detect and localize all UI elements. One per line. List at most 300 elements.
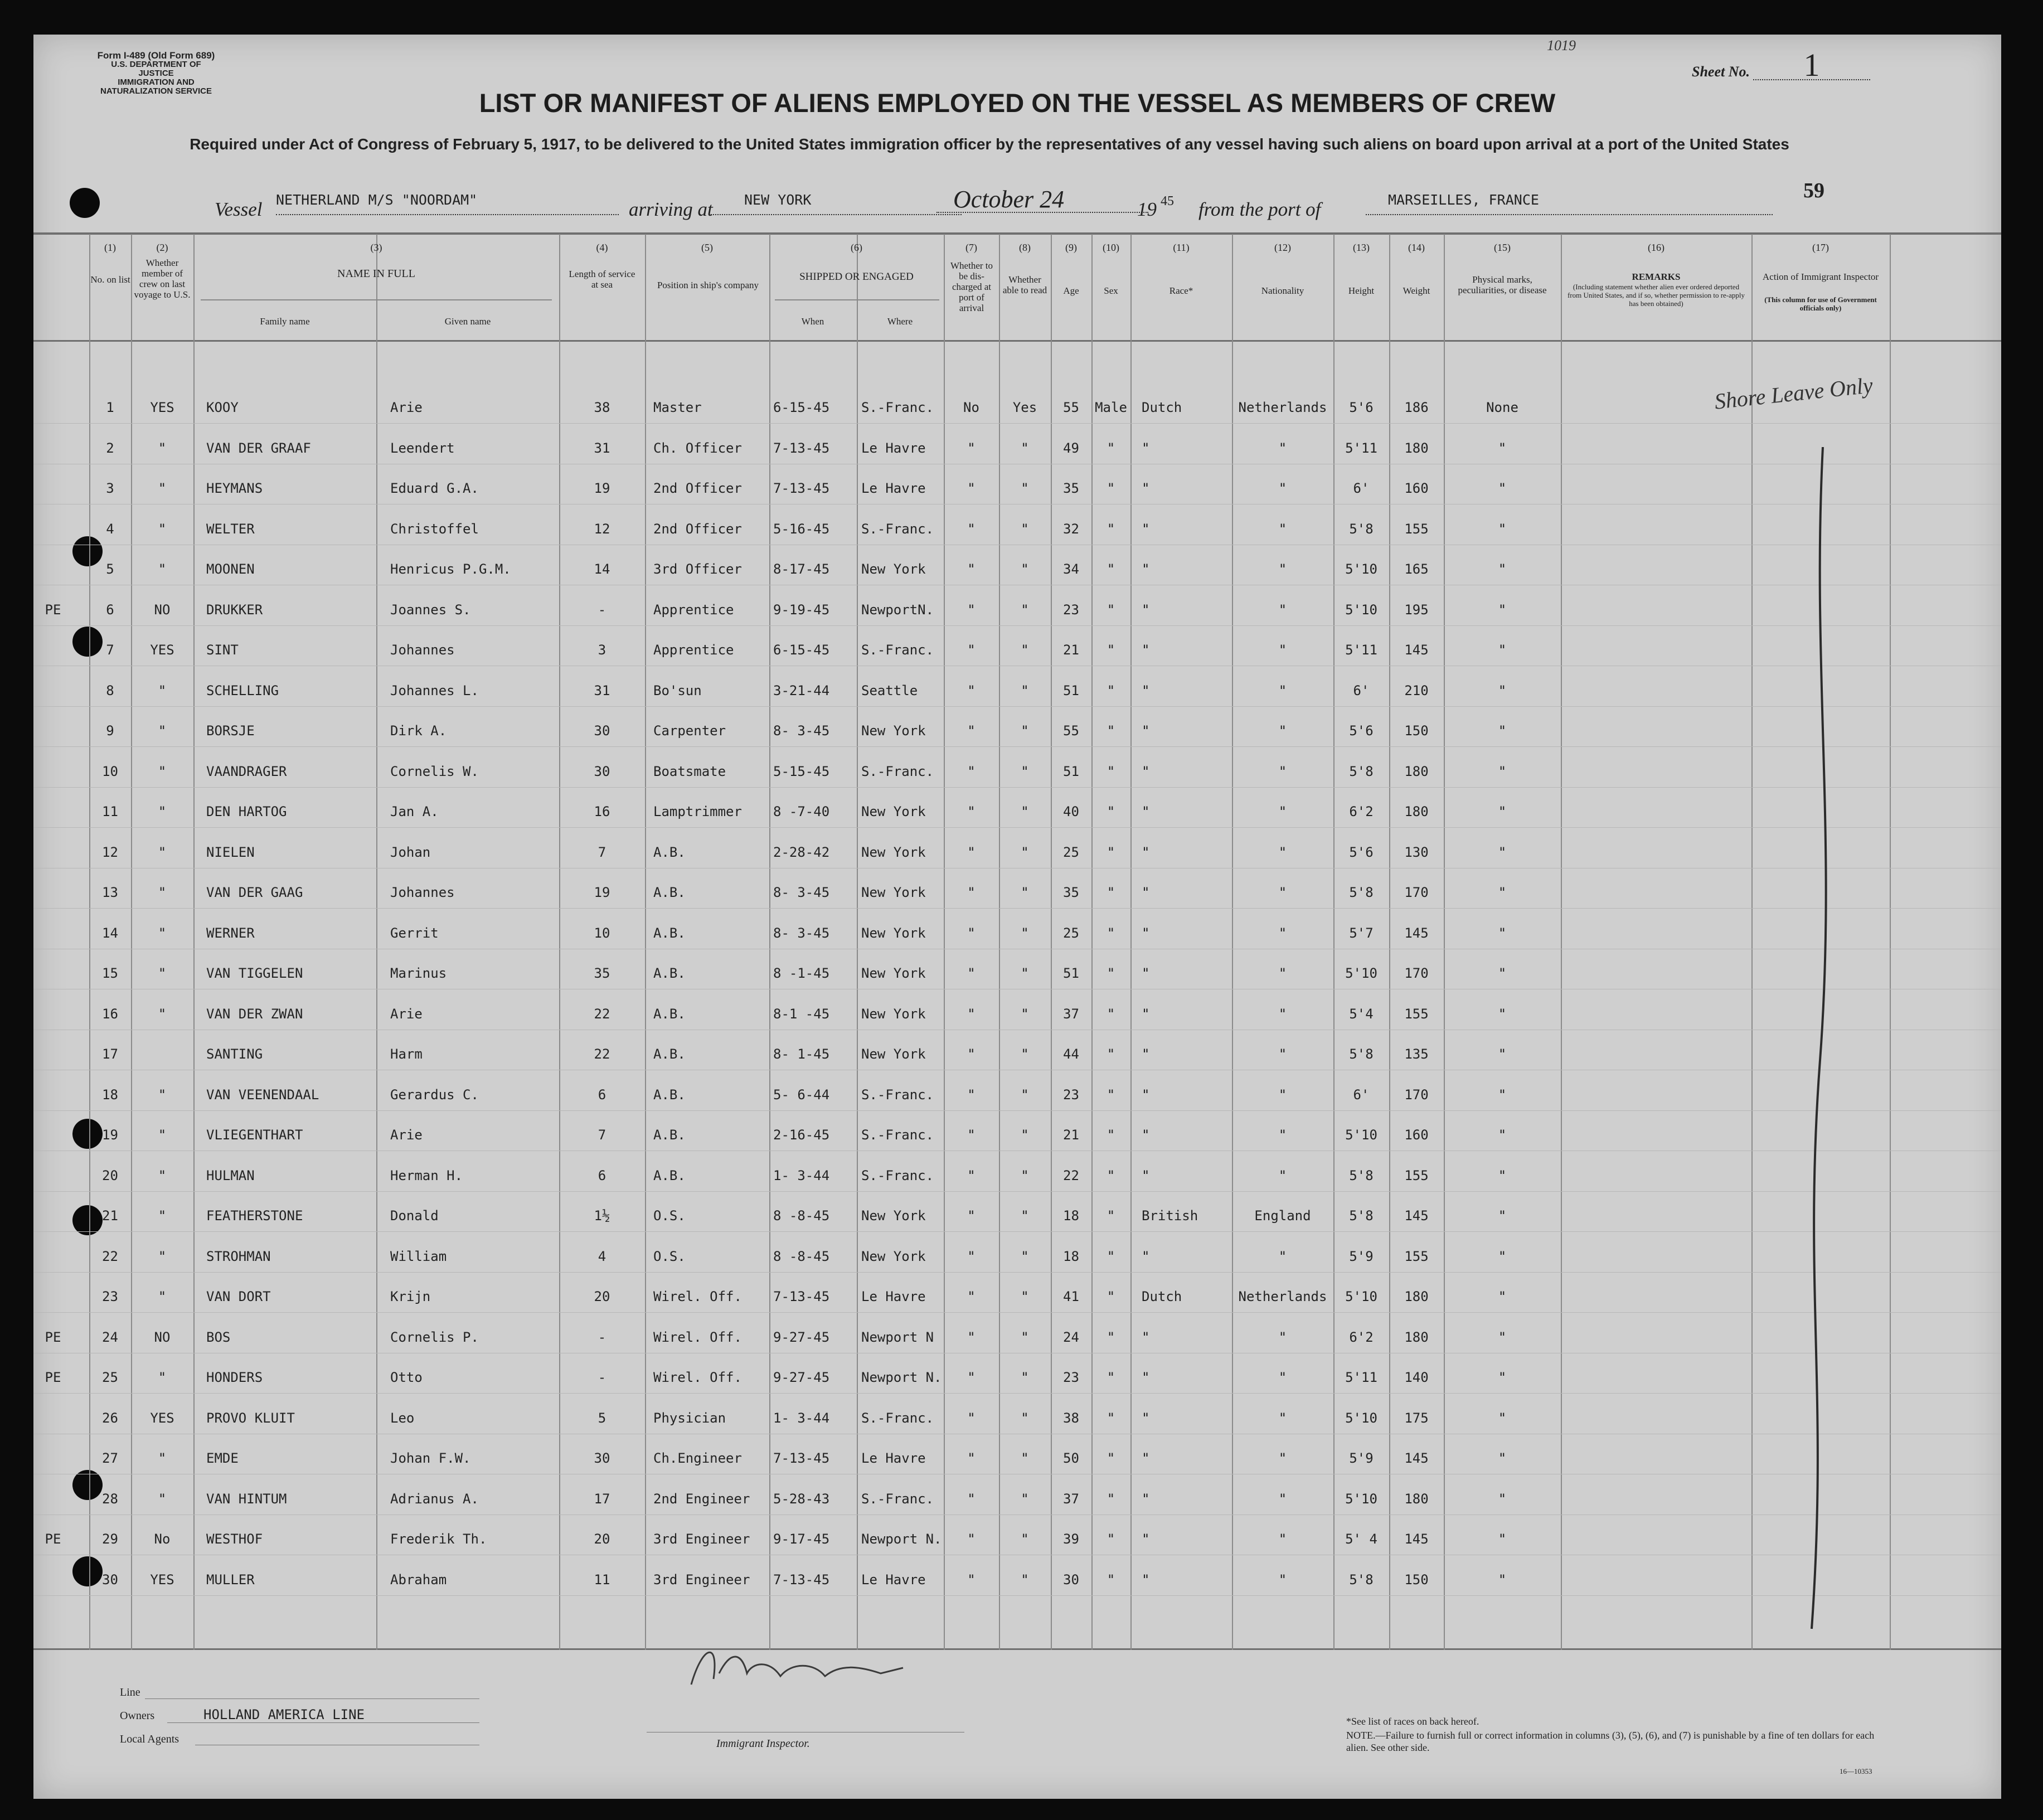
crew-cell-marks: "	[1498, 1006, 1507, 1022]
crew-cell-read: "	[1021, 561, 1029, 577]
crew-cell-race: "	[1142, 481, 1150, 496]
crew-cell-prev: "	[158, 1370, 167, 1385]
crew-cell-age: 25	[1063, 925, 1079, 941]
crew-cell-sex: "	[1107, 1410, 1115, 1426]
crew-cell-service: 5	[598, 1410, 606, 1426]
crew-cell-read: "	[1021, 1167, 1029, 1183]
name-subheader-rule	[201, 299, 552, 300]
crew-cell-no: 23	[102, 1289, 118, 1304]
table-row-rule	[33, 746, 2001, 747]
crew-cell-read: "	[1021, 965, 1029, 981]
crew-cell-race: "	[1142, 521, 1150, 537]
crew-cell-marks: "	[1498, 925, 1507, 941]
top-handwritten-number: 1019	[1547, 37, 1576, 54]
table-row-rule	[33, 1231, 2001, 1232]
crew-cell-age: 39	[1063, 1531, 1079, 1547]
table-row-rule	[33, 1393, 2001, 1394]
crew-cell-pe: PE	[45, 601, 61, 618]
crew-cell-race: "	[1142, 682, 1150, 698]
crew-cell-where: S.-Franc.	[861, 1410, 934, 1426]
crew-cell-position: Wirel. Off.	[653, 1289, 742, 1304]
crew-cell-weight: 180	[1404, 763, 1429, 779]
crew-cell-discharged: "	[967, 723, 976, 739]
crew-cell-no: 29	[102, 1531, 118, 1547]
crew-cell-read: "	[1021, 1329, 1029, 1345]
crew-cell-discharged: "	[967, 561, 976, 577]
crew-cell-age: 30	[1063, 1571, 1079, 1588]
column-number: (10)	[1103, 242, 1119, 253]
crew-cell-where: S.-Franc.	[861, 521, 934, 537]
crew-cell-given: Johannes	[390, 885, 455, 900]
crew-cell-position: O.S.	[653, 1208, 686, 1224]
crew-cell-discharged: "	[967, 1167, 976, 1183]
crew-cell-height: 5'8	[1349, 1167, 1374, 1183]
crew-cell-age: 41	[1063, 1289, 1079, 1304]
crew-cell-race: "	[1142, 885, 1150, 900]
year-suffix: 45	[1161, 194, 1174, 208]
crew-cell-where: New York	[861, 561, 926, 577]
crew-cell-discharged: "	[967, 1248, 976, 1264]
crew-cell-race: "	[1142, 925, 1150, 941]
crew-cell-height: 5'10	[1345, 965, 1377, 981]
crew-cell-height: 5'4	[1349, 1006, 1374, 1022]
crew-cell-discharged: "	[967, 1208, 976, 1224]
crew-cell-sex: "	[1107, 885, 1115, 900]
crew-cell-weight: 145	[1404, 642, 1429, 658]
crew-cell-when: 9-27-45	[773, 1329, 830, 1345]
crew-cell-position: 3rd Engineer	[653, 1531, 750, 1547]
crew-cell-weight: 155	[1404, 1006, 1429, 1022]
crew-cell-prev: "	[158, 440, 167, 456]
crew-cell-read: "	[1021, 925, 1029, 941]
crew-cell-service: 17	[594, 1491, 610, 1507]
crew-cell-given: Arie	[390, 1127, 423, 1143]
crew-cell-position: A.B.	[653, 1167, 686, 1183]
header-race: Race*	[1169, 285, 1193, 296]
crew-cell-when: 5- 6-44	[773, 1086, 830, 1103]
crew-cell-family: EMDE	[206, 1450, 239, 1466]
table-row-rule	[33, 1312, 2001, 1313]
column-number: (15)	[1494, 242, 1511, 253]
table-row-rule	[33, 1191, 2001, 1192]
crew-cell-race: Dutch	[1142, 1289, 1182, 1304]
crew-cell-height: 5'8	[1349, 521, 1374, 537]
crew-cell-service: 30	[594, 1450, 610, 1466]
crew-cell-race: "	[1142, 763, 1150, 779]
crew-cell-weight: 155	[1404, 1167, 1429, 1183]
crew-cell-prev: "	[158, 682, 167, 698]
crew-cell-when: 8 -1-45	[773, 965, 830, 981]
crew-cell-no: 11	[102, 804, 118, 819]
crew-cell-service: 6	[598, 1167, 606, 1183]
crew-cell-given: Arie	[390, 400, 423, 415]
crew-cell-discharged: No	[963, 400, 979, 415]
table-bottom-rule	[33, 1648, 2001, 1650]
column-number: (12)	[1274, 242, 1291, 253]
crew-cell-sex: "	[1107, 1370, 1115, 1385]
crew-cell-position: A.B.	[653, 844, 686, 860]
crew-cell-marks: "	[1498, 1370, 1507, 1385]
crew-cell-weight: 160	[1404, 1127, 1429, 1143]
crew-cell-height: 5'6	[1349, 844, 1374, 860]
crew-cell-when: 7-13-45	[773, 1289, 830, 1304]
crew-cell-discharged: "	[967, 481, 976, 496]
crew-cell-where: Le Havre	[861, 440, 926, 456]
column-rule	[1561, 234, 1562, 1650]
crew-cell-no: 19	[102, 1127, 118, 1143]
header-remarks-note: (Including statement whether alien ever ordered deported from United States, and if so, whether permission to re-apply has been obtained)	[1567, 283, 1745, 308]
sheet-number-value: 1	[1753, 51, 1870, 80]
crew-cell-read: "	[1021, 601, 1029, 618]
column-rule	[1130, 234, 1132, 1650]
crew-cell-age: 32	[1063, 521, 1079, 537]
penalty-note: NOTE.—Failure to furnish full or correct information in columns (3), (5), (6), and (7) is punishable by a fine of ten dollars for each alien. See other side.	[1346, 1730, 1875, 1753]
crew-cell-nationality: "	[1278, 1127, 1287, 1143]
crew-cell-given: Leendert	[390, 440, 455, 456]
crew-cell-read: "	[1021, 1289, 1029, 1304]
crew-cell-when: 1- 3-44	[773, 1167, 830, 1183]
crew-cell-discharged: "	[967, 1410, 976, 1426]
table-row-rule	[33, 1110, 2001, 1111]
crew-cell-discharged: "	[967, 1289, 976, 1304]
crew-cell-marks: "	[1498, 723, 1507, 739]
crew-cell-sex: Male	[1095, 400, 1127, 415]
crew-cell-nationality: "	[1278, 844, 1287, 860]
crew-cell-sex: "	[1107, 642, 1115, 658]
shipped-subheader-rule	[775, 299, 939, 300]
crew-cell-where: Le Havre	[861, 1450, 926, 1466]
crew-cell-read: "	[1021, 1208, 1029, 1224]
crew-cell-prev: YES	[150, 1410, 174, 1426]
crew-cell-where: New York	[861, 804, 926, 819]
crew-cell-nationality: "	[1278, 1410, 1287, 1426]
crew-cell-service: 35	[594, 965, 610, 981]
crew-cell-age: 22	[1063, 1167, 1079, 1183]
crew-cell-race: "	[1142, 1370, 1150, 1385]
crew-cell-family: MULLER	[206, 1571, 255, 1588]
crew-cell-family: WESTHOF	[206, 1531, 263, 1547]
crew-cell-height: 5'10	[1345, 601, 1377, 618]
line-field	[145, 1698, 479, 1699]
header-name-in-full: NAME IN FULL	[337, 268, 415, 280]
crew-cell-no: 16	[102, 1006, 118, 1022]
crew-cell-nationality: England	[1254, 1208, 1311, 1224]
crew-cell-service: 19	[594, 481, 610, 496]
crew-cell-position: 2nd Engineer	[653, 1491, 750, 1507]
crew-cell-when: 7-13-45	[773, 481, 830, 496]
crew-cell-when: 7-13-45	[773, 1571, 830, 1588]
crew-cell-race: "	[1142, 844, 1150, 860]
crew-cell-nationality: "	[1278, 521, 1287, 537]
crew-cell-position: A.B.	[653, 885, 686, 900]
crew-cell-when: 9-19-45	[773, 601, 830, 618]
crew-cell-where: New York	[861, 965, 926, 981]
crew-cell-height: 5'7	[1349, 925, 1374, 941]
crew-cell-height: 5'9	[1349, 1248, 1374, 1264]
crew-cell-race: "	[1142, 723, 1150, 739]
crew-cell-age: 23	[1063, 1370, 1079, 1385]
crew-cell-read: "	[1021, 1491, 1029, 1507]
crew-cell-discharged: "	[967, 1329, 976, 1345]
crew-cell-where: New York	[861, 885, 926, 900]
table-row-rule	[33, 625, 2001, 626]
crew-cell-given: Adrianus A.	[390, 1491, 479, 1507]
crew-cell-weight: 180	[1404, 440, 1429, 456]
column-rule	[193, 234, 195, 1650]
crew-cell-family: VAN VEENENDAAL	[206, 1086, 319, 1103]
column-rule	[857, 234, 858, 1650]
inspector-vertical-stroke	[1789, 447, 1856, 1634]
crew-cell-family: BOS	[206, 1329, 231, 1345]
crew-cell-height: 5'10	[1345, 1410, 1377, 1426]
crew-cell-read: "	[1021, 1127, 1029, 1143]
crew-cell-position: A.B.	[653, 965, 686, 981]
crew-cell-no: 8	[106, 682, 114, 698]
crew-cell-where: Seattle	[861, 682, 918, 698]
crew-cell-where: S.-Franc.	[861, 1491, 934, 1507]
crew-cell-marks: "	[1498, 521, 1507, 537]
crew-cell-given: Cornelis P.	[390, 1329, 479, 1345]
crew-cell-weight: 170	[1404, 965, 1429, 981]
sheet-number-label: Sheet No.	[1692, 64, 1750, 80]
crew-cell-prev: "	[158, 804, 167, 819]
crew-cell-height: 5'8	[1349, 885, 1374, 900]
crew-cell-when: 8- 3-45	[773, 723, 830, 739]
crew-cell-service: 31	[594, 440, 610, 456]
crew-cell-service: -	[598, 601, 606, 618]
crew-cell-discharged: "	[967, 521, 976, 537]
crew-cell-prev: NO	[154, 1329, 171, 1345]
inspector-annotation: Shore Leave Only	[1713, 372, 1874, 414]
crew-cell-nationality: "	[1278, 642, 1287, 658]
crew-cell-nationality: "	[1278, 1086, 1287, 1103]
table-row-rule	[33, 1595, 2001, 1596]
crew-cell-weight: 155	[1404, 1248, 1429, 1264]
crew-cell-marks: "	[1498, 642, 1507, 658]
vessel-label: Vessel	[215, 198, 263, 220]
crew-cell-read: "	[1021, 885, 1029, 900]
crew-cell-sex: "	[1107, 481, 1115, 496]
crew-cell-prev: "	[158, 1248, 167, 1264]
crew-cell-service: 31	[594, 682, 610, 698]
local-agents-label: Local Agents	[120, 1733, 179, 1745]
crew-cell-read: "	[1021, 1046, 1029, 1062]
crew-cell-sex: "	[1107, 1046, 1115, 1062]
crew-cell-marks: "	[1498, 1329, 1507, 1345]
column-number: (9)	[1065, 242, 1077, 253]
crew-cell-race: "	[1142, 601, 1150, 618]
crew-cell-weight: 186	[1404, 400, 1429, 415]
crew-cell-sex: "	[1107, 1450, 1115, 1466]
crew-cell-race: "	[1142, 561, 1150, 577]
crew-cell-nationality: "	[1278, 1046, 1287, 1062]
page-subtitle: Required under Act of Congress of February 5, 1917, to be delivered to the United States immigration officer by the representatives of any vessel having such aliens on board upon arrival at a port of the United States	[190, 135, 1789, 153]
crew-cell-weight: 170	[1404, 885, 1429, 900]
crew-cell-discharged: "	[967, 1571, 976, 1588]
crew-cell-service: 38	[594, 400, 610, 415]
crew-cell-height: 5' 4	[1345, 1531, 1377, 1547]
crew-cell-discharged: "	[967, 642, 976, 658]
crew-cell-family: MOONEN	[206, 561, 255, 577]
crew-cell-age: 23	[1063, 1086, 1079, 1103]
crew-cell-position: A.B.	[653, 925, 686, 941]
crew-cell-when: 8 -8-45	[773, 1208, 830, 1224]
crew-cell-age: 35	[1063, 885, 1079, 900]
crew-cell-age: 35	[1063, 481, 1079, 496]
crew-cell-discharged: "	[967, 1531, 976, 1547]
crew-cell-height: 5'8	[1349, 1208, 1374, 1224]
crew-cell-nationality: "	[1278, 561, 1287, 577]
crew-cell-when: 6-15-45	[773, 642, 830, 658]
column-rule	[1751, 234, 1753, 1650]
crew-cell-family: VAN DORT	[206, 1289, 271, 1304]
crew-cell-family: VAANDRAGER	[206, 763, 287, 779]
crew-cell-discharged: "	[967, 1046, 976, 1062]
crew-cell-family: HULMAN	[206, 1167, 255, 1183]
crew-cell-weight: 145	[1404, 925, 1429, 941]
crew-cell-height: 5'10	[1345, 561, 1377, 577]
crew-cell-height: 5'11	[1345, 642, 1377, 658]
crew-cell-position: 2nd Officer	[653, 481, 742, 496]
crew-cell-race: "	[1142, 1410, 1150, 1426]
form-number: Form I-489 (Old Form 689)	[97, 50, 215, 61]
crew-cell-weight: 165	[1404, 561, 1429, 577]
crew-cell-nationality: "	[1278, 723, 1287, 739]
crew-cell-no: 14	[102, 925, 118, 941]
crew-cell-age: 49	[1063, 440, 1079, 456]
crew-cell-nationality: Netherlands	[1238, 400, 1327, 415]
crew-cell-nationality: "	[1278, 481, 1287, 496]
crew-cell-given: Abraham	[390, 1571, 447, 1588]
column-number: (17)	[1812, 242, 1829, 253]
crew-cell-family: DEN HARTOG	[206, 804, 287, 819]
crew-cell-service: 19	[594, 885, 610, 900]
crew-cell-nationality: "	[1278, 1571, 1287, 1588]
crew-cell-where: New York	[861, 723, 926, 739]
crew-cell-discharged: "	[967, 601, 976, 618]
crew-cell-no: 25	[102, 1370, 118, 1385]
crew-cell-sex: "	[1107, 601, 1115, 618]
crew-cell-nationality: "	[1278, 1167, 1287, 1183]
inspector-label: Immigrant Inspector.	[716, 1738, 810, 1750]
crew-cell-nationality: "	[1278, 1370, 1287, 1385]
crew-cell-age: 25	[1063, 844, 1079, 860]
crew-cell-marks: "	[1498, 1167, 1507, 1183]
crew-cell-read: "	[1021, 481, 1029, 496]
crew-cell-service: 10	[594, 925, 610, 941]
crew-cell-nationality: "	[1278, 682, 1287, 698]
crew-cell-family: WERNER	[206, 925, 255, 941]
crew-cell-where: S.-Franc.	[861, 400, 934, 415]
crew-cell-discharged: "	[967, 844, 976, 860]
header-shipped-engaged: SHIPPED OR ENGAGED	[799, 271, 914, 283]
column-number: (1)	[104, 242, 116, 253]
crew-cell-sex: "	[1107, 1006, 1115, 1022]
header-discharged: Whether to be dis- charged at port of arrival	[950, 260, 993, 313]
crew-cell-marks: "	[1498, 682, 1507, 698]
crew-cell-weight: 170	[1404, 1086, 1429, 1103]
crew-cell-race: "	[1142, 1086, 1150, 1103]
manifest-sheet	[33, 35, 2001, 1799]
crew-cell-marks: None	[1486, 400, 1518, 415]
crew-cell-discharged: "	[967, 682, 976, 698]
crew-cell-position: Physician	[653, 1410, 726, 1426]
table-row-rule	[33, 423, 2001, 424]
crew-cell-family: BORSJE	[206, 723, 255, 739]
crew-cell-age: 34	[1063, 561, 1079, 577]
owners-value: HOLLAND AMERICA LINE	[203, 1707, 365, 1722]
crew-cell-given: Jan A.	[390, 804, 439, 819]
crew-cell-sex: "	[1107, 1208, 1115, 1224]
crew-cell-pe: PE	[45, 1370, 61, 1385]
crew-cell-marks: "	[1498, 763, 1507, 779]
crew-cell-no: 3	[106, 481, 114, 496]
page-number: 59	[1803, 179, 1824, 202]
crew-cell-sex: "	[1107, 1531, 1115, 1547]
crew-cell-weight: 135	[1404, 1046, 1429, 1062]
crew-cell-service: 11	[594, 1571, 610, 1588]
arriving-label: arriving at	[629, 198, 713, 220]
crew-cell-no: 6	[106, 601, 114, 618]
crew-cell-marks: "	[1498, 1491, 1507, 1507]
crew-cell-when: 8-17-45	[773, 561, 830, 577]
crew-cell-prev: YES	[150, 1571, 174, 1588]
crew-cell-family: SINT	[206, 642, 239, 658]
crew-cell-read: "	[1021, 1248, 1029, 1264]
crew-cell-position: Master	[653, 400, 702, 415]
crew-cell-marks: "	[1498, 1248, 1507, 1264]
crew-cell-nationality: "	[1278, 1006, 1287, 1022]
crew-cell-given: Joannes S.	[390, 601, 471, 618]
crew-cell-sex: "	[1107, 1329, 1115, 1345]
crew-cell-sex: "	[1107, 561, 1115, 577]
column-number: (7)	[965, 242, 977, 253]
crew-cell-weight: 175	[1404, 1410, 1429, 1426]
page-title: LIST OR MANIFEST OF ALIENS EMPLOYED ON THE VESSEL AS MEMBERS OF CREW	[479, 88, 1556, 118]
crew-cell-family: VAN TIGGELEN	[206, 965, 303, 981]
crew-cell-family: SCHELLING	[206, 682, 279, 698]
column-rule	[769, 234, 770, 1650]
crew-cell-height: 5'11	[1345, 1370, 1377, 1385]
crew-cell-weight: 160	[1404, 481, 1429, 496]
crew-cell-position: 2nd Officer	[653, 521, 742, 537]
crew-cell-nationality: "	[1278, 601, 1287, 618]
crew-cell-age: 51	[1063, 763, 1079, 779]
crew-cell-position: A.B.	[653, 1127, 686, 1143]
owners-field	[167, 1722, 479, 1723]
crew-cell-given: Gerrit	[390, 925, 439, 941]
crew-cell-when: 2-16-45	[773, 1127, 830, 1143]
crew-cell-no: 24	[102, 1329, 118, 1345]
crew-cell-family: HEYMANS	[206, 481, 263, 496]
crew-cell-race: "	[1142, 440, 1150, 456]
crew-cell-nationality: "	[1278, 1491, 1287, 1507]
crew-cell-discharged: "	[967, 763, 976, 779]
crew-cell-height: 5'10	[1345, 1491, 1377, 1507]
crew-cell-service: 12	[594, 521, 610, 537]
crew-cell-where: Newport N.	[861, 1370, 942, 1385]
crew-cell-service: 4	[598, 1248, 606, 1264]
crew-cell-position: Bo'sun	[653, 682, 702, 698]
column-number: (6)	[851, 242, 862, 253]
crew-cell-discharged: "	[967, 440, 976, 456]
crew-cell-nationality: "	[1278, 925, 1287, 941]
year-prefix: 19	[1137, 198, 1157, 220]
header-prior-voyage: Whether member of crew on last voyage to U.S.	[134, 258, 191, 300]
crew-cell-service: -	[598, 1329, 606, 1345]
crew-cell-height: 5'8	[1349, 1046, 1374, 1062]
header-able-to-read: Whether able to read	[1002, 274, 1047, 295]
